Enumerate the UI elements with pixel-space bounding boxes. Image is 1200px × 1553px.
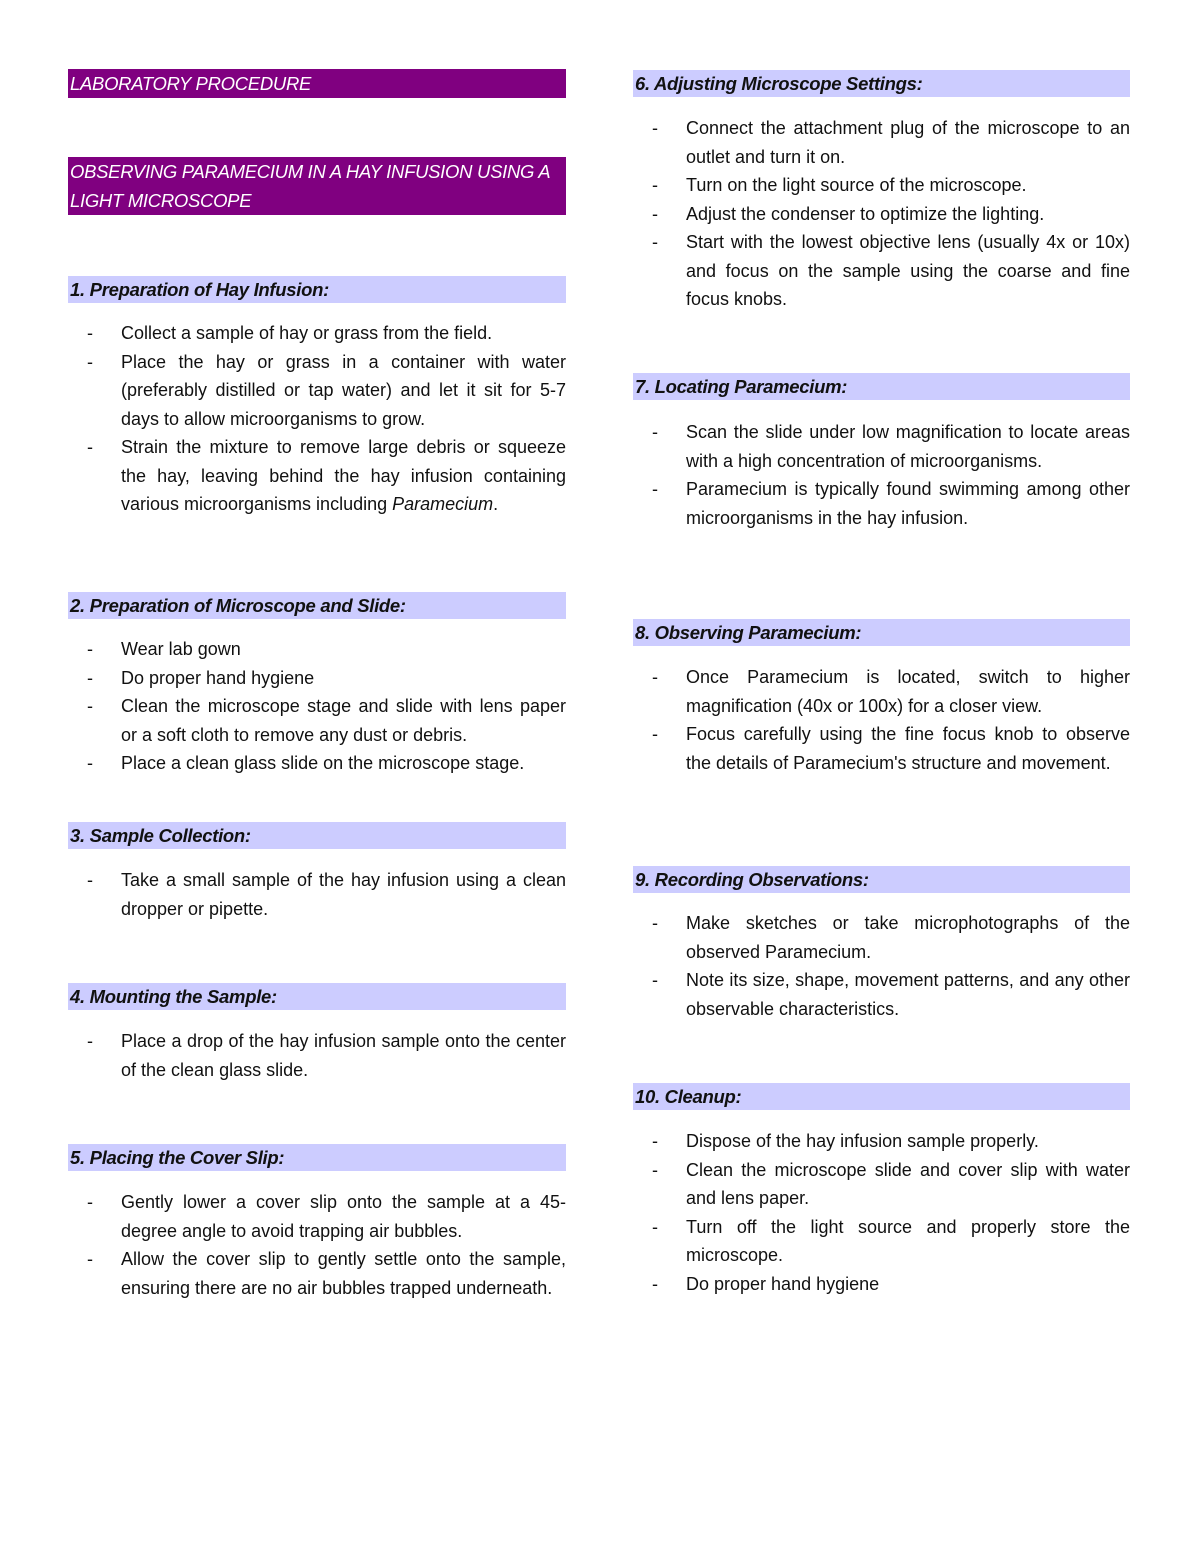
list-item: - Clean the microscope slide and cover slip with water and lens paper. [633,1156,1130,1213]
bullet-dash: - [652,118,658,138]
bullet-dash: - [652,1216,658,1237]
bullet-dash: - [652,422,658,442]
section-list [633,663,1130,777]
bullet-dash: - [87,437,93,457]
list-item: - Strain the mixture to remove large debris or squeeze the hay, leaving behind the hay infusion containing various microorganisms including Paramecium. [68,433,566,519]
bullet-dash: - [87,351,93,372]
section-list [68,319,566,519]
list-item: - Place the hay or grass in a container with water (preferably distilled or tap water) and let it sit for 5-7 days to allow microorganisms to grow. [68,348,566,434]
bullet-dash: - [87,1249,93,1269]
bullet-dash: - [652,724,658,744]
document-subtitle: OBSERVING PARAMECIUM IN A HAY INFUSION USING A LIGHT MICROSCOPE [68,157,566,215]
bullet-dash: - [652,203,658,224]
document-title: LABORATORY PROCEDURE [68,69,566,98]
list-item: - Turn on the light source of the microscope. [633,171,1130,200]
bullet-dash: - [652,175,658,195]
list-item: - Gently lower a cover slip onto the sample at a 45-degree angle to avoid trapping air bubbles. [68,1188,566,1245]
list-item: - Take a small sample of the hay infusion using a clean dropper or pipette. [68,866,566,923]
section-heading: 7. Locating Paramecium: [633,373,1130,400]
section-heading: 8. Observing Paramecium: [633,619,1130,646]
bullet-dash: - [652,1131,658,1151]
section-list [633,114,1130,314]
bullet-dash: - [652,970,658,990]
bullet-dash: - [87,696,93,716]
list-item: - Place a clean glass slide on the microscope stage. [68,749,566,778]
list-item: - Note its size, shape, movement patterns, and any other observable characteristics. [633,966,1130,1023]
list-item: - Allow the cover slip to gently settle onto the sample, ensuring there are no air bubbles trapped underneath. [68,1245,566,1302]
list-item: - Connect the attachment plug of the microscope to an outlet and turn it on. [633,114,1130,171]
section-heading: 2. Preparation of Microscope and Slide: [68,592,566,619]
bullet-dash: - [87,870,93,890]
section-list [633,909,1130,1023]
list-item: - Scan the slide under low magnification to locate areas with a high concentration of microorganisms. [633,418,1130,475]
section-heading: 6. Adjusting Microscope Settings: [633,70,1130,97]
bullet-dash: - [87,1192,93,1212]
section-list [68,635,566,778]
bullet-dash: - [652,479,658,499]
bullet-dash: - [652,667,658,687]
list-item: - Paramecium is typically found swimming among other microorganisms in the hay infusion. [633,475,1130,532]
list-item: - Place a drop of the hay infusion sample onto the center of the clean glass slide. [68,1027,566,1084]
list-item: - Dispose of the hay infusion sample properly. [633,1127,1130,1156]
list-item: - Turn off the light source and properly store the microscope. [633,1213,1130,1270]
bullet-dash: - [87,323,93,343]
bullet-dash: - [87,753,93,773]
bullet-dash: - [652,913,658,933]
section-heading: 4. Mounting the Sample: [68,983,566,1010]
bullet-dash: - [87,639,93,659]
section-list [633,1127,1130,1298]
section-heading: 5. Placing the Cover Slip: [68,1144,566,1171]
section-heading: 10. Cleanup: [633,1083,1130,1110]
section-heading: 1. Preparation of Hay Infusion: [68,276,566,303]
bullet-dash: - [652,1273,658,1294]
bullet-dash: - [87,1031,93,1051]
bullet-dash: - [652,1159,658,1180]
section-list [68,1188,566,1302]
list-item: - Do proper hand hygiene [633,1270,1130,1299]
section-list [68,1027,566,1084]
list-item: - Collect a sample of hay or grass from the field. [68,319,566,348]
bullet-dash: - [87,667,93,688]
list-item: - Adjust the condenser to optimize the lighting. [633,200,1130,229]
bullet-dash: - [652,232,658,252]
section-list [68,866,566,923]
section-heading: 9. Recording Observations: [633,866,1130,893]
section-heading: 3. Sample Collection: [68,822,566,849]
list-item: - Start with the lowest objective lens (usually 4x or 10x) and focus on the sample using the coarse and fine focus knobs. [633,228,1130,314]
list-item: - Once Paramecium is located, switch to higher magnification (40x or 100x) for a closer view. [633,663,1130,720]
species-name: Paramecium [392,494,494,514]
list-item: - Do proper hand hygiene [68,664,566,693]
section-list [633,418,1130,532]
list-item: - Focus carefully using the fine focus knob to observe the details of Paramecium's structure and movement. [633,720,1130,777]
list-item: - Wear lab gown [68,635,566,664]
list-item: - Clean the microscope stage and slide with lens paper or a soft cloth to remove any dust or debris. [68,692,566,749]
list-item: - Make sketches or take microphotographs of the observed Paramecium. [633,909,1130,966]
